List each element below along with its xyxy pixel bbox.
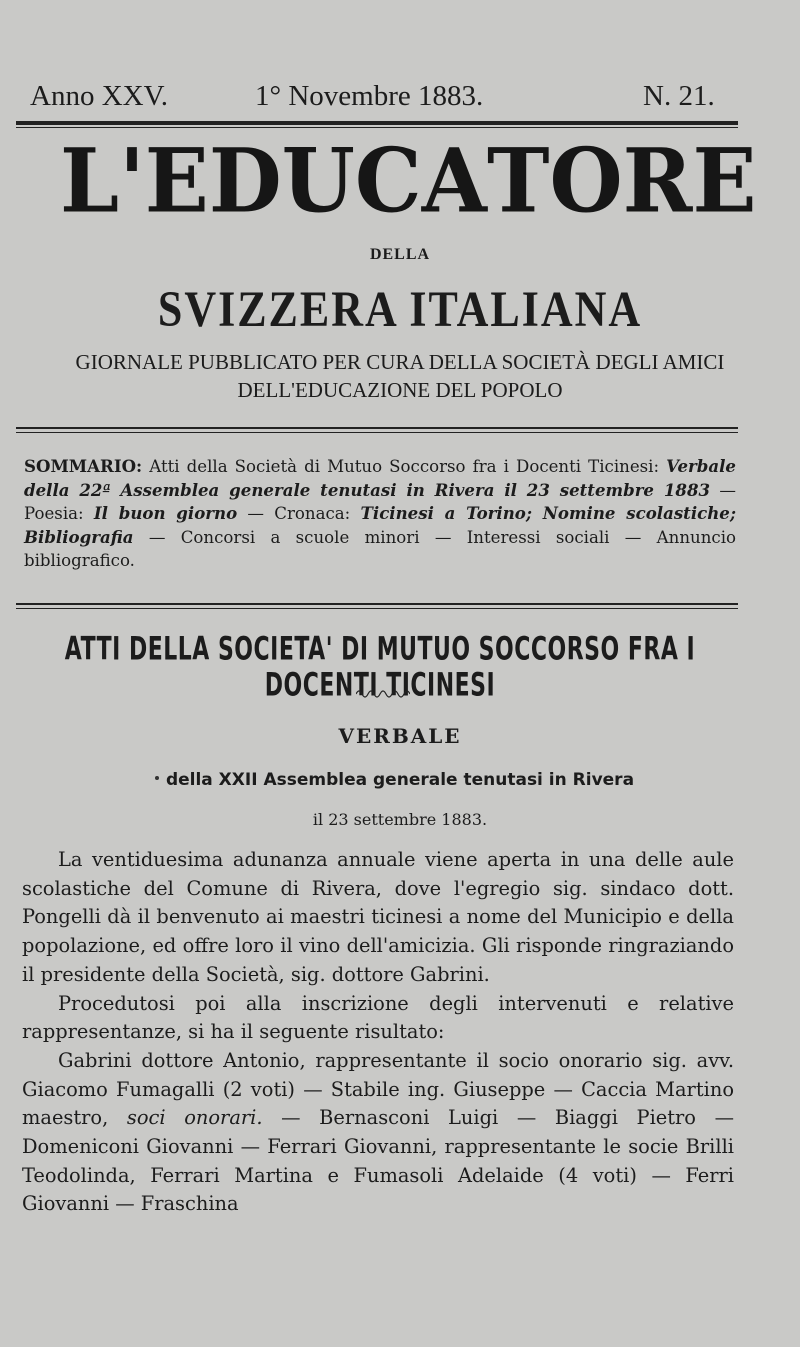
paragraph-text: Gabrini dottore Antonio, rappresentante il socio onorario sig. avv. Giacomo Fumagalli (2 voti) — Stabile ing. Giuseppe — Caccia Martino maestro, [22, 1048, 734, 1130]
masthead-letter: E [144, 128, 209, 233]
assembly-title: della XXII Assemblea generale tenutasi in Rivera [165, 770, 635, 790]
masthead-title [60, 128, 757, 233]
volume-label: Anno XXV. [30, 80, 169, 112]
masthead-letter: L' [60, 128, 145, 233]
sommario-rule-top [16, 603, 738, 605]
sommario-rule-bottom [16, 608, 738, 609]
paragraph: La ventiduesima adunanza annuale viene aperta in una delle aule scolastiche del Comune di Rivera, dove l'egregio sig. sindaco dott. Pongelli dà il benvenuto ai maestri ticinesi a nome del Municipio e della popolazione, ed offre loro il vino dell'amicizia. Gli risponde ringraziando il presidente della Società, sig. dottore Gabrini. [22, 848, 734, 986]
sommario-text: — Poesia: [24, 480, 737, 523]
paragraph [22, 1047, 734, 1219]
verbale-heading: VERBALE [338, 724, 462, 748]
masthead-description [0, 348, 800, 404]
masthead-letter: E [692, 128, 757, 233]
masthead-letter: O [549, 128, 623, 233]
table-of-contents [24, 455, 736, 573]
masthead-della: DELLA [369, 246, 431, 263]
sommario-italic: Il buon giorno [93, 503, 238, 523]
issue-date: 1° Novembre 1883. [255, 80, 484, 112]
paragraph: Procedutosi poi alla inscrizione degli intervenuti e relative rappresentanze, si ha il seguente risultato: [22, 991, 734, 1044]
masthead-letter: C [354, 128, 422, 233]
header-rule-thick [16, 121, 738, 125]
masthead-letter: U [281, 128, 355, 233]
sommario-label: SOMMARIO: [24, 456, 143, 476]
paragraph-italic: soci onorari. [126, 1106, 263, 1130]
wave-ornament [356, 684, 410, 698]
masthead-rule-top [16, 427, 738, 429]
paragraph-text: — Bernasconi Luigi — Biaggi Pietro — Domeniconi Giovanni — Ferrari Giovanni, rappresentante le socie Brilli Teodolinda, Ferrari Martina e Fumasoli Adelaide (4 voti) — Ferri Giovanni — Fraschina [22, 1106, 735, 1216]
description-line: DELL'EDUCAZIONE DEL POPOLO [237, 378, 563, 402]
masthead-subtitle: SVIZZERA ITALIANA [157, 281, 643, 338]
sommario-text: — Cronaca: [237, 504, 361, 523]
description-line: GIORNALE PUBBLICATO PER CURA DELLA SOCIETÀ DEGLI AMICI [75, 350, 725, 374]
sommario-italic: Ticinesi a Torino; Nomine scolastiche; Bibliografia [24, 503, 736, 547]
masthead-letter: T [486, 128, 550, 233]
masthead-letter: R [622, 128, 693, 233]
assembly-date: il 23 settembre 1883. [312, 810, 488, 829]
article-body [22, 846, 734, 1219]
sommario-text: — Concorsi a scuole minori — Interessi sociali — Annuncio bibliografico. [24, 527, 736, 570]
sommario-text: Atti della Società di Mutuo Soccorso fra i Docenti Ticinesi: [142, 457, 667, 476]
issue-number: N. 21. [643, 80, 715, 112]
masthead-letter: A [421, 128, 487, 233]
sommario-italic: Verbale della 22ª Assemblea generale tenutasi in Rivera il 23 settembre 1883 [24, 456, 736, 500]
masthead-rule-bottom [16, 432, 738, 433]
section-heading: ATTI DELLA SOCIETA' DI MUTUO SOCCORSO FRA I DOCENTI TICINESI [64, 631, 696, 705]
masthead-letter: D [208, 128, 282, 233]
